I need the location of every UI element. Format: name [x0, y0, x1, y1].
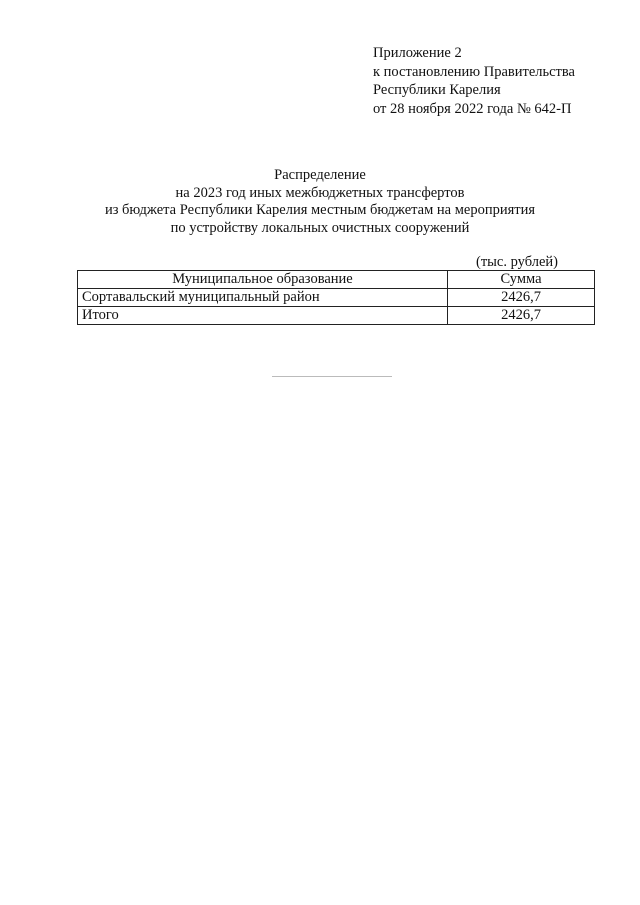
total-sum-cell: 2426,7: [448, 307, 595, 325]
appendix-line: Республики Карелия: [373, 82, 501, 98]
column-header-municipality: Муниципальное образование: [78, 271, 448, 289]
appendix-header: [373, 44, 575, 118]
units-label: (тыс. рублей): [476, 254, 558, 270]
total-label-cell: Итого: [78, 307, 448, 325]
document-title: [0, 167, 640, 237]
column-header-sum: Сумма: [448, 271, 595, 289]
title-line: на 2023 год иных межбюджетных трансфертов: [175, 184, 465, 201]
title-line: из бюджета Республики Карелия местным бюджетам на мероприятия: [104, 202, 536, 218]
appendix-line: от 28 ноября 2022 года № 642-П: [373, 100, 572, 117]
appendix-line: к постановлению Правительства: [373, 63, 575, 80]
appendix-line: Приложение 2: [373, 45, 462, 61]
title-line: Распределение: [274, 167, 366, 183]
end-divider: [272, 376, 392, 377]
municipality-cell: Сортавальский муниципальный район: [78, 289, 448, 307]
table-header-row: [78, 271, 595, 289]
sum-cell: 2426,7: [448, 289, 595, 307]
distribution-table: [77, 270, 595, 325]
table-row: [78, 289, 595, 307]
title-line: по устройству локальных очистных сооружений: [170, 219, 470, 236]
table-row-total: [78, 307, 595, 325]
